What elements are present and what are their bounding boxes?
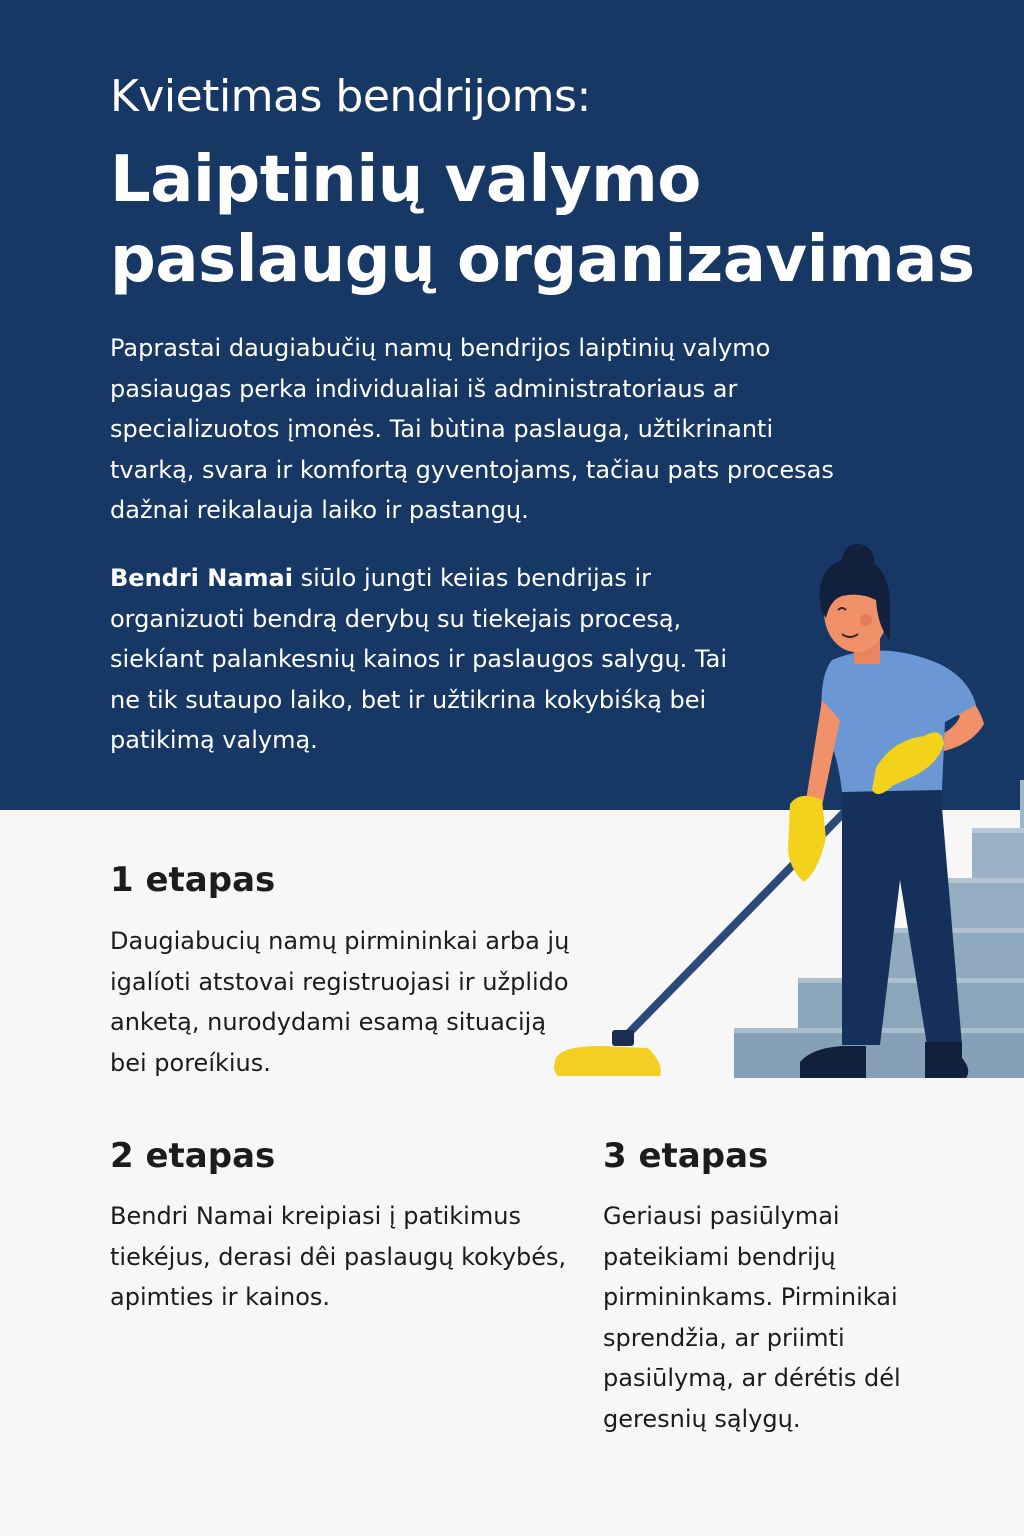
step-1-text: Daugiabucių namų pirmininkai arba jų igalíoti atstovai registruojasi ir užplido anketą, nurodydami esamą situaciją bei poreíkius.: [110, 927, 570, 1077]
step-1-title: 1 etapas: [110, 860, 276, 900]
step-2-text: Bendri Namai kreipiasi į patikimus tiekéjus, derasi dêi paslaugų kokybés, apimties ir kainos.: [110, 1202, 567, 1311]
cleaner-mopping-stairs-icon: [540, 540, 1024, 1090]
page-title: Laiptinių valymo paslaugų organizavimas: [110, 143, 975, 297]
step-3-title: 3 etapas: [603, 1136, 769, 1176]
kicker-heading: Kvietimas bendrijoms:: [110, 71, 591, 122]
step-3-text: Geriausi pasiūlymai pateikiami bendrijų pirmininkams. Pirminikai sprendžia, ar priimti pasiūlymą, ar dérétis dél geresnių sąlygų.: [603, 1202, 901, 1433]
brand-name: Bendri Namai: [110, 564, 293, 592]
intro-paragraph-1: Paprastai daugiabučių namų bendrijos laiptinių valymo pasiaugas perka individualiai iš administratoriaus ar specializuotos įmonės. Tai bùtina paslauga, užtikrinanti tvarką, svara ir komfortą gyventojams, tačiau pats procesas dažnai reikalauja laiko ir pastangų.: [110, 334, 834, 524]
step-2-title: 2 etapas: [110, 1136, 276, 1176]
intro-paragraph-2-text: siūlo jungti keiias bendrijas ir organizuoti bendrą derybų su tiekejais procesą, siekíant palankesnių kainos ir paslaugos salygų. Tai ne tik sutaupo laiko, bet ir užtikrina kokybiśką bei patikimą valymą.: [110, 564, 727, 754]
